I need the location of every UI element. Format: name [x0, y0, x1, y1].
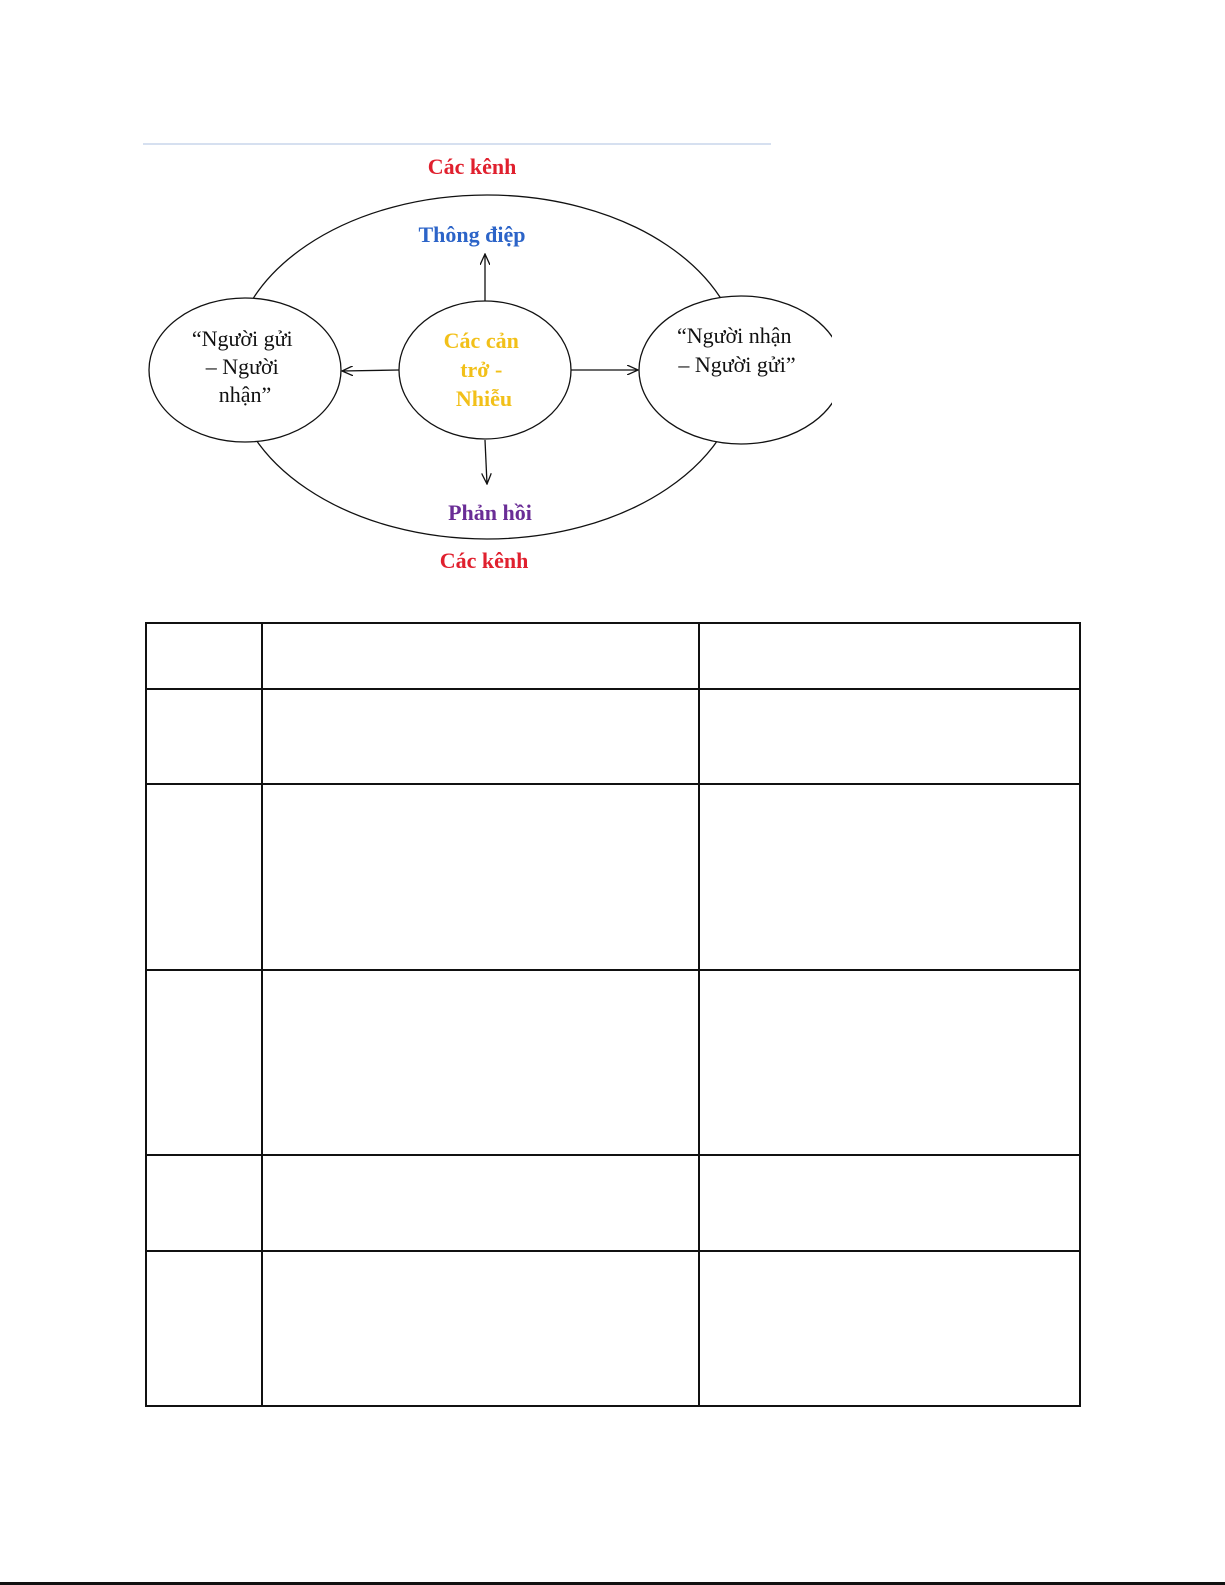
table-row [146, 1251, 1080, 1406]
table-cell [699, 784, 1080, 970]
receiver-label-line-2: – Người gửi” [678, 352, 796, 377]
sender-label-line-3: nhận” [218, 382, 272, 407]
table-cell [699, 1251, 1080, 1406]
table-cell [262, 970, 699, 1155]
channels-label-top: Các kênh [427, 154, 517, 179]
receiver-label-line-1: “Người nhận [676, 323, 792, 348]
table-cell [699, 623, 1080, 689]
noise-label-line-1: Các cản [443, 328, 519, 353]
table-cell [146, 1251, 262, 1406]
sender-label-line-1: “Người gửi [191, 326, 293, 351]
sender-label-line-2: – Người [205, 354, 279, 379]
communication-diagram [0, 0, 1225, 600]
table-cell [262, 623, 699, 689]
arrow-to-feedback [485, 440, 487, 484]
table-cell [146, 784, 262, 970]
table-cell [146, 1155, 262, 1251]
table-row [146, 970, 1080, 1155]
table-cell [262, 689, 699, 784]
table-row [146, 689, 1080, 784]
table-cell [699, 1155, 1080, 1251]
table-cell [146, 689, 262, 784]
table-cell [262, 1155, 699, 1251]
noise-label-line-2: trở - [460, 357, 503, 382]
table-cell [262, 1251, 699, 1406]
channels-label-bottom: Các kênh [439, 548, 529, 573]
document-table-wrapper [145, 622, 1081, 1407]
table-cell [146, 623, 262, 689]
table-row [146, 1155, 1080, 1251]
message-label: Thông điệp [418, 222, 526, 247]
feedback-label: Phản hồi [448, 500, 532, 525]
table-cell [699, 689, 1080, 784]
table-row [146, 623, 1080, 689]
table-cell [146, 970, 262, 1155]
document-table [145, 622, 1081, 1407]
noise-label-line-3: Nhiễu [455, 386, 513, 411]
table-row [146, 784, 1080, 970]
arrow-to-sender [342, 370, 399, 371]
table-cell [262, 784, 699, 970]
table-cell [699, 970, 1080, 1155]
